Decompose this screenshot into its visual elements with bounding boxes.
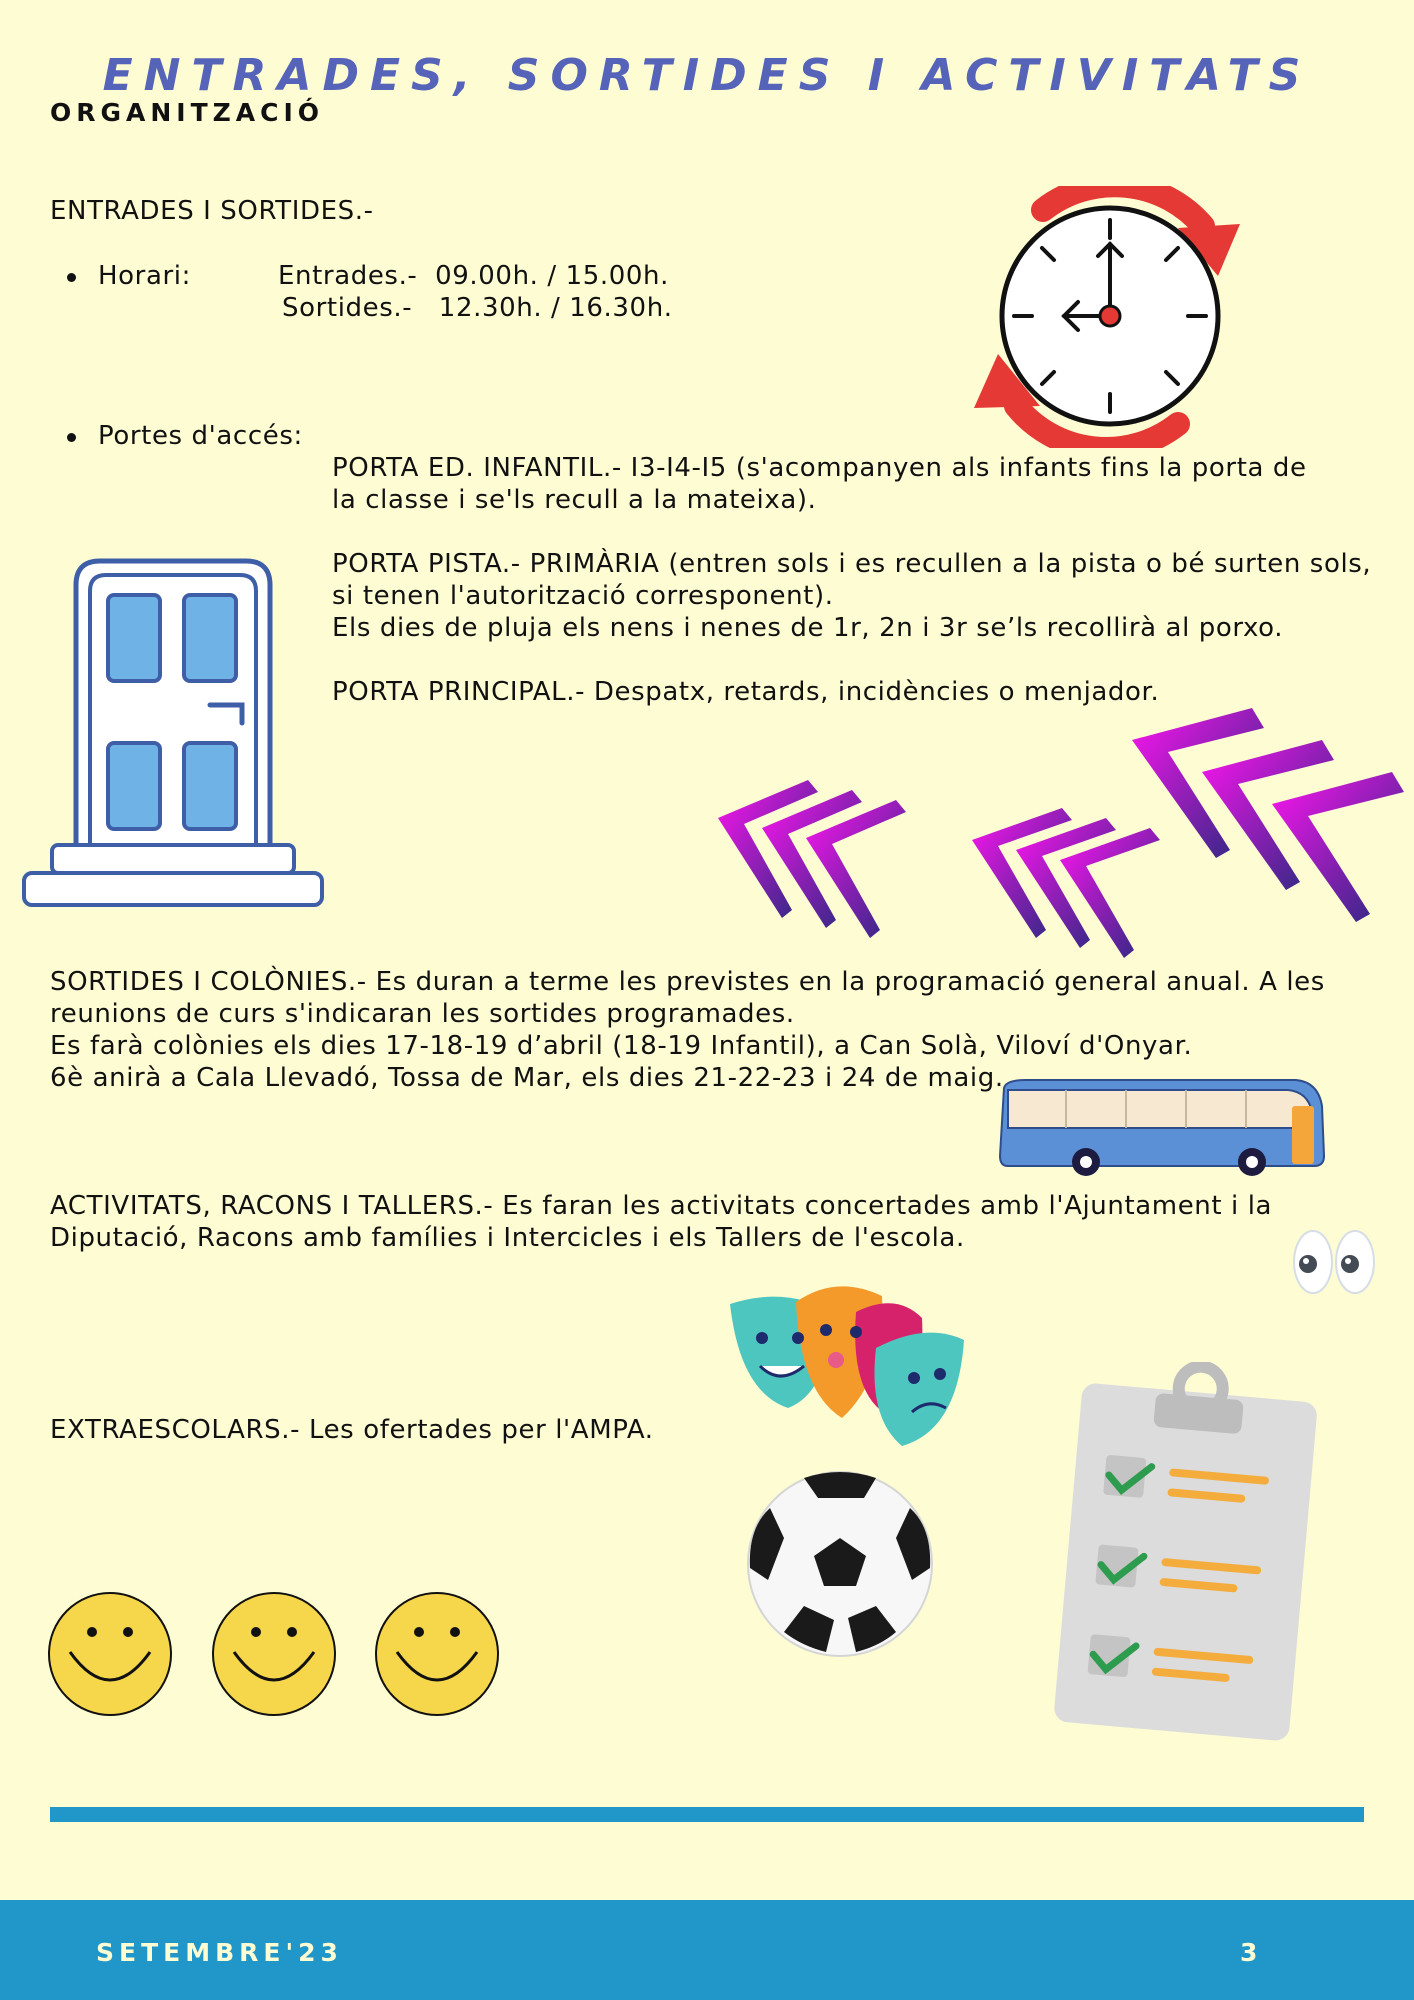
- section-label: ORGANITZACIÓ: [50, 98, 325, 127]
- porta-pista-line: PORTA PISTA.- PRIMÀRIA (entren sols i es recullen a la pista o bé surten sols,: [332, 549, 1372, 579]
- activitats-line-1: ACTIVITATS, RACONS I TALLERS.- Es faran les activitats concertades amb l'Ajuntament i la: [50, 1191, 1273, 1221]
- porta-infantil-text: [332, 452, 1307, 516]
- porta-pista-line: si tenen l'autorització corresponent).: [332, 581, 834, 611]
- porta-principal-text: PORTA PRINCIPAL.- Despatx, retards, incidències o menjador.: [332, 677, 1160, 707]
- porta-pista-line: Els dies de pluja els nens i nenes de 1r, 2n i 3r se’ls recollirà al porxo.: [332, 613, 1284, 643]
- porta-infantil-line: PORTA ED. INFANTIL.- I3-I4-I5 (s'acompanyen als infants fins la porta de: [332, 453, 1307, 483]
- sortides-line-3: Es farà colònies els dies 17-18-19 d’abril (18-19 Infantil), a Can Solà, Viloví d'Onyar.: [50, 1031, 1193, 1061]
- entrades-sortides-heading: ENTRADES I SORTIDES.-: [50, 196, 374, 226]
- activitats-line-2: Diputació, Racons amb famílies i Intercicles i els Tallers de l'escola.: [50, 1223, 965, 1253]
- page-title: ENTRADES, SORTIDES I ACTIVITATS: [102, 50, 1312, 101]
- horari-sortides: Sortides.- 12.30h. / 16.30h.: [282, 293, 673, 323]
- smiley-icon: [210, 1590, 338, 1718]
- horari-entrades: Entrades.- 09.00h. / 15.00h.: [278, 261, 669, 291]
- page-number: 3: [1240, 1938, 1258, 1967]
- separator-bar: [50, 1807, 1364, 1822]
- eyes-icon: [1292, 1228, 1378, 1296]
- clock-icon: [968, 186, 1252, 448]
- sortides-line-4: 6è anirà a Cala Llevadó, Tossa de Mar, els dies 21-22-23 i 24 de maig.: [50, 1063, 1004, 1093]
- soccer-ball-icon: [744, 1468, 936, 1660]
- footer-month: SETEMBRE'23: [96, 1938, 343, 1967]
- extraescolars-text: EXTRAESCOLARS.- Les ofertades per l'AMPA.: [50, 1415, 654, 1445]
- portes-label: Portes d'accés:: [98, 421, 303, 451]
- horari-label: Horari:: [98, 261, 191, 291]
- sortides-line-1: SORTIDES I COLÒNIES.- Es duran a terme les previstes en la programació general anual. A les: [50, 967, 1325, 997]
- bus-icon: [996, 1076, 1328, 1178]
- smiley-icon: [46, 1590, 174, 1718]
- porta-pista-text: [332, 548, 1371, 644]
- theater-masks-icon: [726, 1282, 966, 1450]
- door-icon: [20, 555, 326, 913]
- checklist-icon: [1036, 1362, 1336, 1752]
- smiley-icon: [373, 1590, 501, 1718]
- sortides-line-2: reunions de curs s'indicaran les sortides programades.: [50, 999, 795, 1029]
- porta-infantil-line: la classe i se'ls recull a la mateixa).: [332, 485, 817, 515]
- chevrons-icon: [700, 700, 1414, 960]
